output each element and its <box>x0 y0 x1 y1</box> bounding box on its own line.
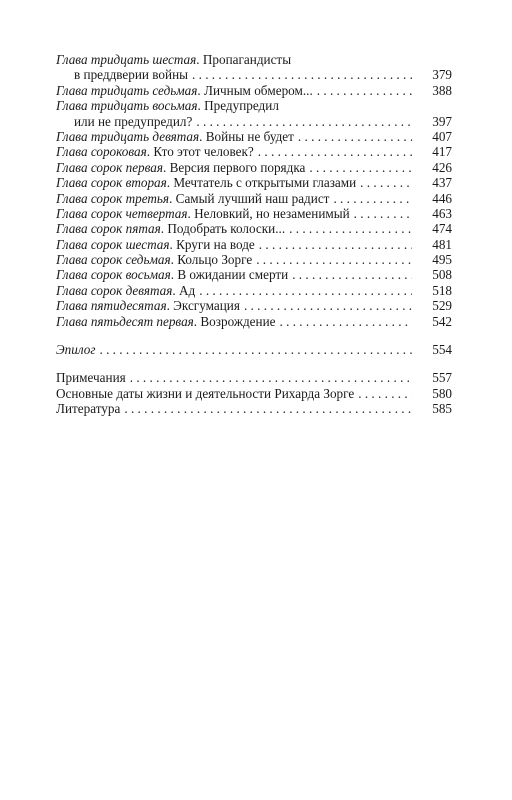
chapter-title: Самый лучший наш радист <box>175 190 330 206</box>
toc-entry-literature[interactable] <box>56 401 452 416</box>
chapter-label: Глава сорок седьмая <box>56 252 171 268</box>
dot-leader <box>256 252 412 267</box>
toc-entry-notes[interactable] <box>56 370 452 385</box>
chapter-label: Глава пятидесятая <box>56 298 167 314</box>
separator: . <box>169 190 176 206</box>
chapter-title: Мечтатель с открытыми глазами <box>173 175 357 191</box>
chapter-title: Эксгумация <box>173 298 240 314</box>
dot-leader <box>289 221 412 236</box>
chapter-label: Глава сорок вторая <box>56 175 167 191</box>
chapter-title: Пропагандисты <box>202 52 292 67</box>
page-number: 542 <box>432 313 452 329</box>
chapter-title: Версия первого порядка <box>169 159 306 175</box>
page-number: 518 <box>432 282 452 298</box>
dot-leader <box>192 67 412 82</box>
separator: . <box>166 175 174 191</box>
chapter-title-continued: или не предупредил? <box>74 113 193 129</box>
chapter-title: В ожидании смерти <box>177 267 289 283</box>
chapter-label: Глава тридцать седьмая <box>56 82 198 98</box>
chapter-title: Предупредил <box>204 98 279 114</box>
page-number: 397 <box>432 113 452 129</box>
entry-title: Литература <box>56 401 121 417</box>
chapter-label: Глава сорок пятая <box>56 221 161 237</box>
dot-leader <box>259 237 412 252</box>
dot-leader <box>244 298 412 313</box>
separator: . <box>163 159 170 175</box>
chapter-label: Глава сорок восьмая <box>56 267 171 283</box>
dot-leader <box>199 283 412 298</box>
separator: . <box>169 236 177 252</box>
chapter-label: Глава пятьдесят первая <box>56 313 194 329</box>
separator: . <box>196 52 203 67</box>
page-number: 407 <box>432 128 452 144</box>
chapter-label: Глава сороковая <box>56 144 147 160</box>
separator: . <box>199 128 206 144</box>
page-number: 417 <box>432 144 452 160</box>
epilogue-label: Эпилог <box>56 342 96 358</box>
page-number: 554 <box>432 342 452 358</box>
toc-entry-ch40[interactable] <box>56 144 452 159</box>
chapter-label: Глава тридцать девятая <box>56 128 200 144</box>
toc-entry-ch36[interactable] <box>56 67 452 82</box>
toc-entry-ch38-first-line <box>56 98 452 113</box>
toc-entry-ch45[interactable] <box>56 221 452 236</box>
toc-entry-ch43[interactable] <box>56 191 452 206</box>
toc-entry-ch41[interactable] <box>56 160 452 175</box>
toc-entry-ch38[interactable] <box>56 114 452 129</box>
page-number: 557 <box>432 370 452 386</box>
dot-leader <box>196 114 412 129</box>
page-number: 508 <box>432 267 452 283</box>
dot-leader <box>99 342 412 357</box>
page-number: 446 <box>432 190 452 206</box>
chapter-title: Ад <box>178 282 196 298</box>
dot-leader <box>358 386 412 401</box>
toc-entry-dates[interactable] <box>56 386 452 401</box>
chapter-title: Неловкий, но незаменимый <box>194 205 350 221</box>
dot-leader <box>333 191 412 206</box>
toc-entry-ch51[interactable] <box>56 314 452 329</box>
chapter-title: Войны не будет <box>205 128 294 144</box>
page-number: 585 <box>432 401 452 417</box>
separator: . <box>197 98 205 114</box>
page-number: 437 <box>432 175 452 191</box>
separator: . <box>170 267 178 283</box>
chapter-label: Глава сорок третья <box>56 190 170 206</box>
page-number: 495 <box>432 252 452 268</box>
separator: . <box>170 252 178 268</box>
chapter-label: Глава сорок девятая <box>56 282 173 298</box>
chapter-label: Глава сорок первая <box>56 159 163 175</box>
toc-entry-ch36-first-line <box>56 52 452 67</box>
page-number: 463 <box>432 205 452 221</box>
spacer <box>56 357 452 370</box>
toc-entry-ch47[interactable] <box>56 252 452 267</box>
page-number: 529 <box>432 298 452 314</box>
page-number: 474 <box>432 221 452 237</box>
dot-leader <box>130 370 412 385</box>
spacer <box>56 329 452 342</box>
dot-leader <box>258 144 412 159</box>
page-number: 481 <box>432 236 452 252</box>
toc-entry-epilogue[interactable] <box>56 342 452 357</box>
chapter-title: Кольцо Зорге <box>177 252 253 268</box>
chapter-title: Круги на воде <box>176 236 255 252</box>
separator: . <box>187 205 195 221</box>
page-number: 388 <box>432 82 452 98</box>
separator: . <box>197 82 204 98</box>
separator: . <box>172 282 179 298</box>
chapter-title: Подобрать колоски... <box>167 221 286 237</box>
separator: . <box>160 221 168 237</box>
entry-title: Примечания <box>56 370 126 386</box>
chapter-label: Глава сорок четвертая <box>56 205 188 221</box>
chapter-title: Возрождение <box>200 313 276 329</box>
page-number: 426 <box>432 159 452 175</box>
toc-entry-ch48[interactable] <box>56 267 452 282</box>
separator: . <box>166 298 174 314</box>
separator: . <box>146 144 154 160</box>
chapter-title: Личным обмером... <box>204 82 313 98</box>
chapter-title-continued: в преддверии войны <box>74 67 188 83</box>
entry-title: Основные даты жизни и деятельности Рихарда Зорге <box>56 385 355 401</box>
toc-entry-ch49[interactable] <box>56 283 452 298</box>
toc-entry-ch37[interactable] <box>56 83 452 98</box>
dot-leader <box>360 175 412 190</box>
toc-entry-ch44[interactable] <box>56 206 452 221</box>
dot-leader <box>124 401 412 416</box>
dot-leader <box>354 206 412 221</box>
page-number: 379 <box>432 67 452 83</box>
toc-entry-ch50[interactable] <box>56 298 452 313</box>
separator: . <box>193 313 201 329</box>
dot-leader <box>309 160 412 175</box>
toc-entry-ch42[interactable] <box>56 175 452 190</box>
page-number: 580 <box>432 385 452 401</box>
chapter-label: Глава тридцать восьмая <box>56 98 198 114</box>
dot-leader <box>298 129 412 144</box>
toc-entry-ch46[interactable] <box>56 237 452 252</box>
dot-leader <box>280 314 413 329</box>
dot-leader <box>292 267 412 282</box>
chapter-label: Глава тридцать шестая <box>56 52 197 67</box>
chapter-label: Глава сорок шестая <box>56 236 170 252</box>
dot-leader <box>317 83 412 98</box>
chapter-title: Кто этот человек? <box>153 144 254 160</box>
toc-entry-ch39[interactable] <box>56 129 452 144</box>
table-of-contents <box>56 52 452 417</box>
